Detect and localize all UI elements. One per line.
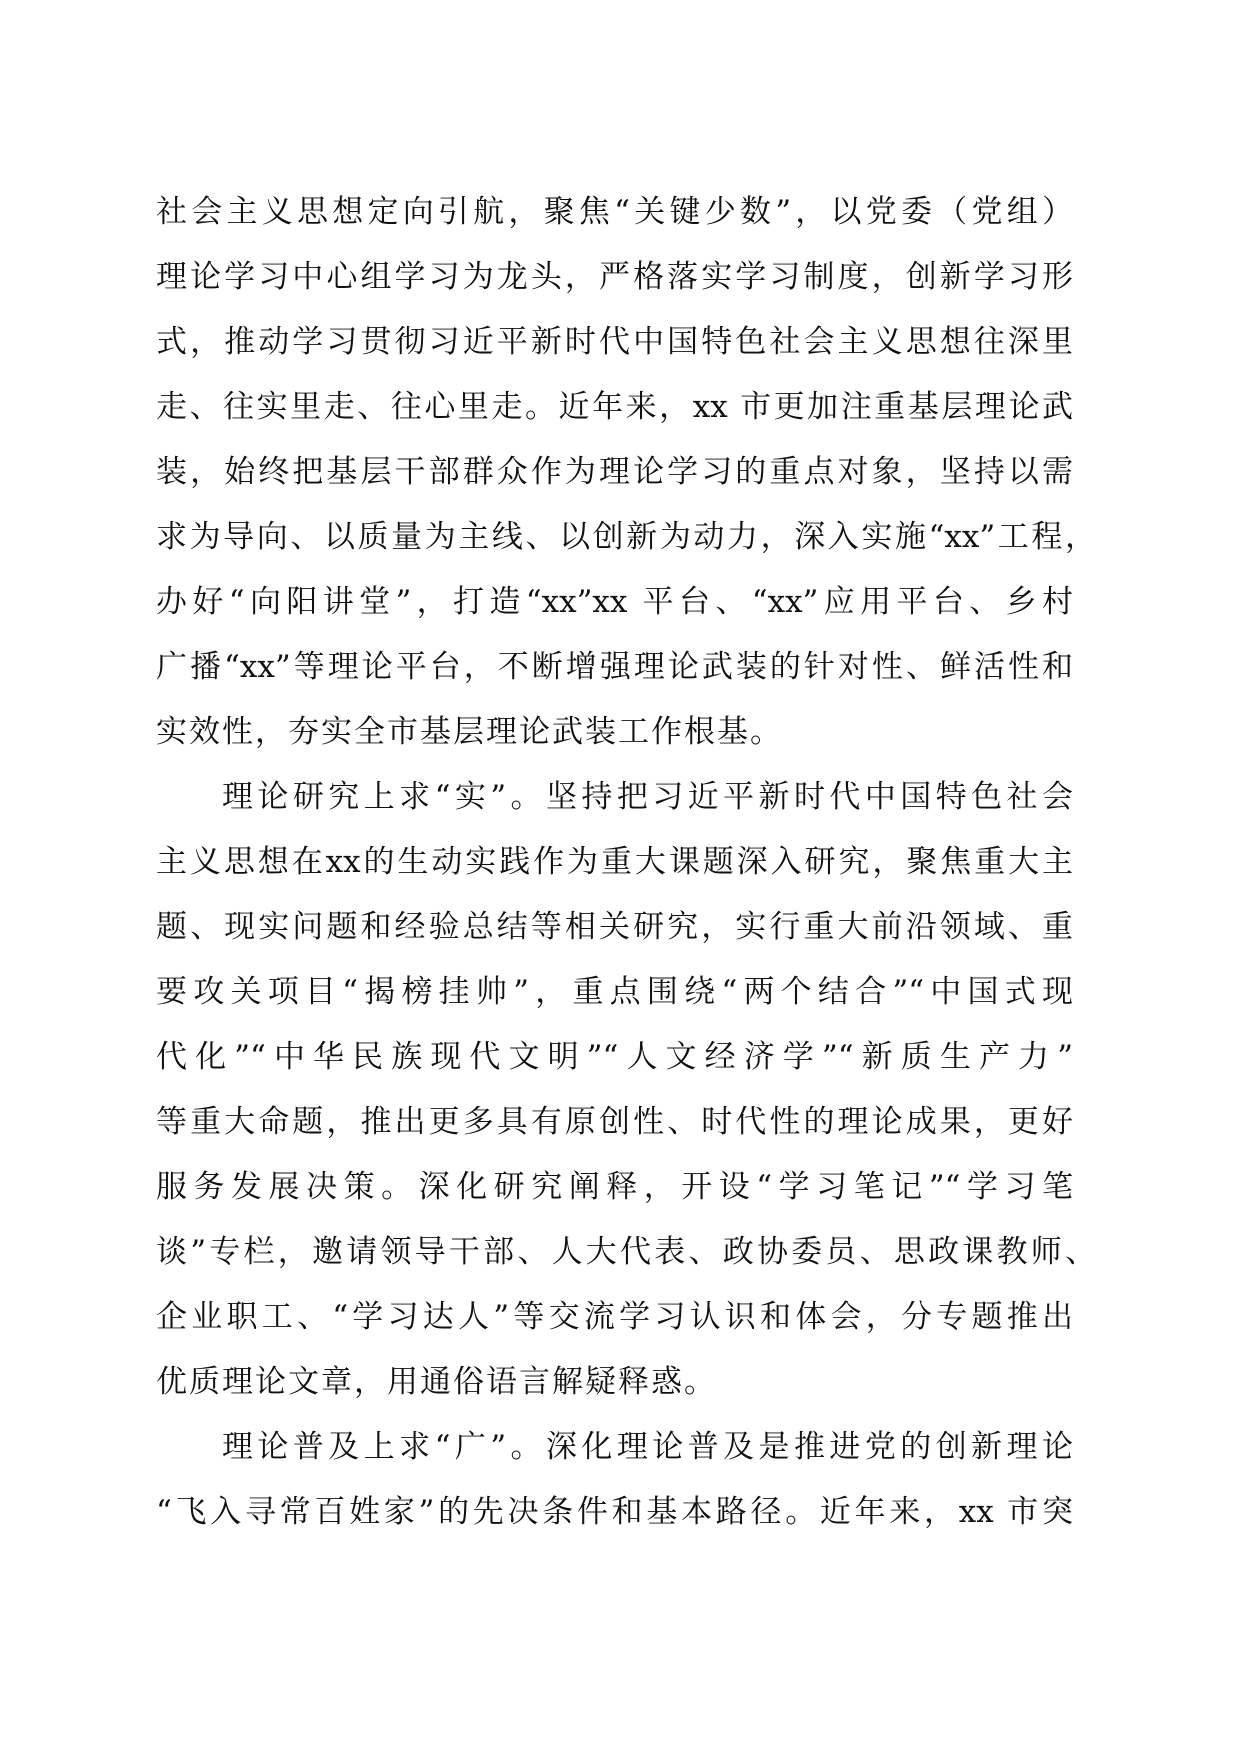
paragraph-heading-line: 理论研究上求“实”。坚持把习近平新时代中国特色社会 bbox=[222, 779, 1073, 815]
paragraph bbox=[156, 1415, 1073, 1545]
paragraph bbox=[156, 180, 1096, 765]
body-line: 主义思想在xx的生动实践作为重大课题深入研究，聚焦重大主 bbox=[156, 844, 1073, 880]
body-line: 走、往实里走、往心里走。近年来，xx 市更加注重基层理论武 bbox=[156, 389, 1073, 425]
paragraph-heading-line: 理论普及上求“广”。深化理论普及是推进党的创新理论 bbox=[222, 1429, 1073, 1465]
body-line: 优质理论文章，用通俗语言解疑释惑。 bbox=[156, 1364, 717, 1400]
body-line: 等重大命题，推出更多具有原创性、时代性的理论成果，更好 bbox=[156, 1104, 1073, 1140]
body-line: 实效性，夯实全市基层理论武装工作根基。 bbox=[156, 714, 783, 750]
body-line: 装，始终把基层干部群众作为理论学习的重点对象，坚持以需 bbox=[156, 454, 1073, 490]
body-line: 式，推动学习贯彻习近平新时代中国特色社会主义思想往深里 bbox=[156, 324, 1073, 360]
body-line: 题、现实问题和经验总结等相关研究，实行重大前沿领域、重 bbox=[156, 909, 1073, 945]
body-line: “飞入寻常百姓家”的先决条件和基本路径。近年来，xx 市突 bbox=[156, 1494, 1073, 1530]
body-line: 理论学习中心组学习为龙头，严格落实学习制度，创新学习形 bbox=[156, 259, 1073, 295]
body-line: 要攻关项目“揭榜挂帅”，重点围绕“两个结合”“中国式现 bbox=[156, 974, 1073, 1010]
body-line: 办好“向阳讲堂”，打造“xx”xx 平台、“xx”应用平台、乡村 bbox=[156, 584, 1073, 620]
body-line: 企业职工、“学习达人”等交流学习认识和体会，分专题推出 bbox=[156, 1299, 1073, 1335]
document-body bbox=[156, 180, 1096, 1545]
body-line: 代化”“中华民族现代文明”“人文经济学”“新质生产力” bbox=[156, 1039, 1073, 1075]
body-line: 广播“xx”等理论平台，不断增强理论武装的针对性、鲜活性和 bbox=[156, 649, 1073, 685]
body-line: 服务发展决策。深化研究阐释，开设“学习笔记”“学习笔 bbox=[156, 1169, 1073, 1205]
body-line: 求为导向、以质量为主线、以创新为动力，深入实施“xx”工程， bbox=[156, 519, 1096, 555]
paragraph bbox=[156, 765, 1096, 1415]
body-line: 谈”专栏，邀请领导干部、人大代表、政协委员、思政课教师、 bbox=[156, 1234, 1096, 1270]
body-line: 社会主义思想定向引航，聚焦“关键少数”，以党委（党组） bbox=[156, 194, 1073, 230]
